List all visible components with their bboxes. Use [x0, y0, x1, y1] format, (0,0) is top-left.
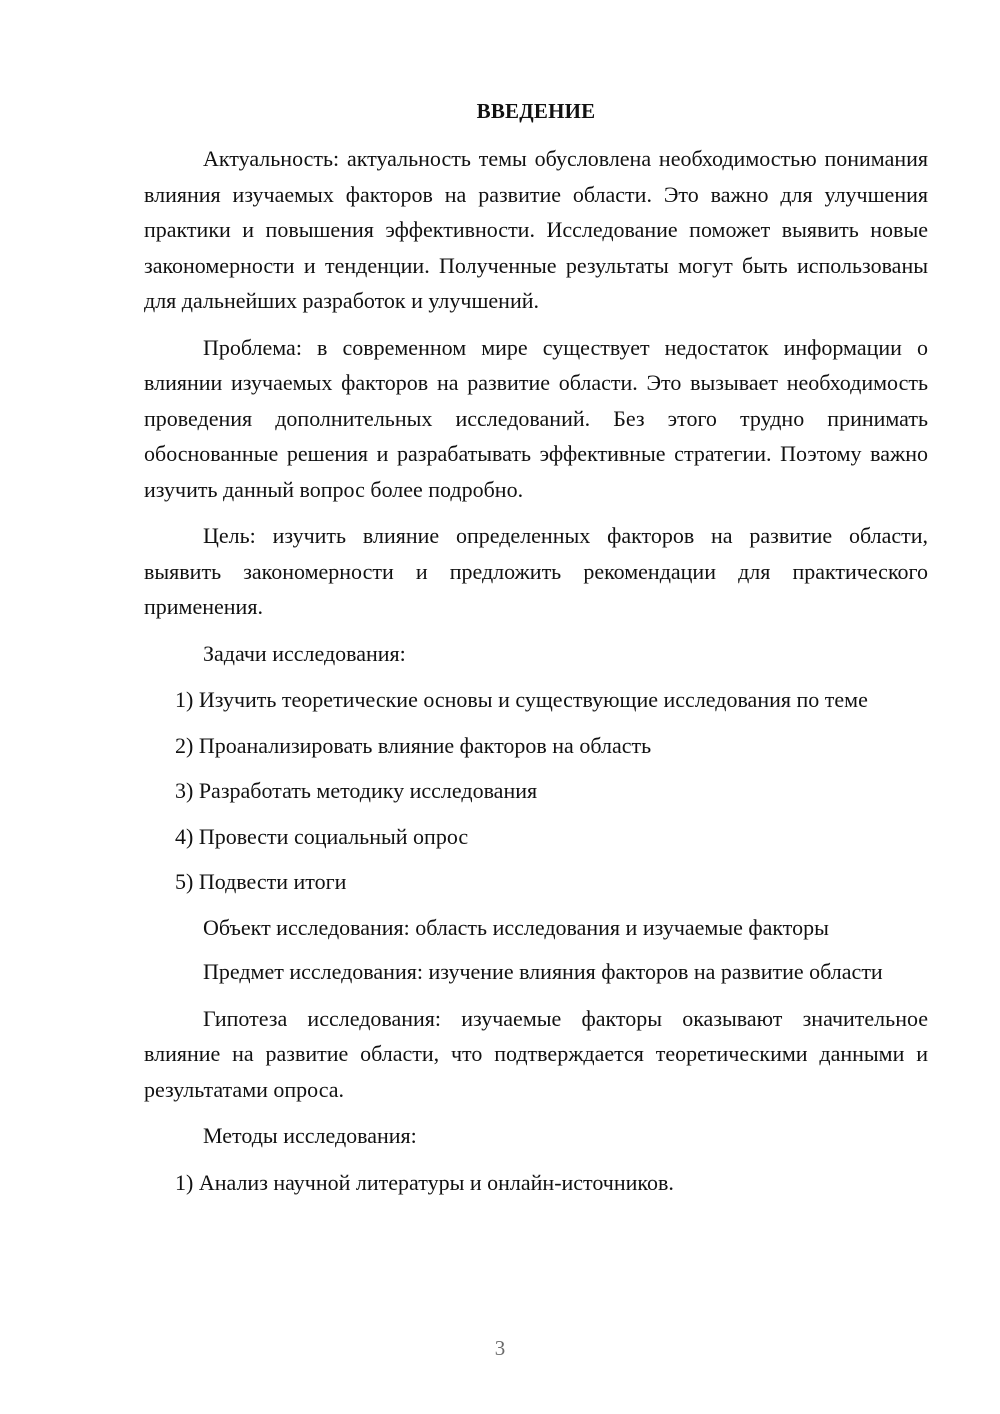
task-item-3: 3) Разработать методику исследования [175, 778, 538, 803]
problem-paragraph: Проблема: в современном мире существует недостаток информации о влиянии изучаемых факторов на развитие области. Это вызывает необходимость проведения дополнительных исследований. Без этого трудно принимать обоснованные решения и разрабатывать эффективные стратегии. Поэтому важно изучить данный вопрос более подробно. [144, 334, 928, 502]
page-number: 3 [494, 1336, 506, 1360]
method-item-1: 1) Анализ научной литературы и онлайн-источников. [175, 1169, 674, 1195]
task-item-1: 1) Изучить теоретические основы и существующие исследования по теме [175, 687, 868, 712]
tasks-heading: Задачи исследования: [203, 640, 406, 666]
task-item-2: 2) Проанализировать влияние факторов на область [175, 732, 652, 758]
goal-paragraph: Цель: изучить влияние определенных факторов на развитие области, выявить закономерности и предложить рекомендации для практического применения. [144, 523, 928, 619]
task-item-5: 5) Подвести итоги [175, 869, 347, 894]
document-body [144, 95, 928, 1210]
methods-heading: Методы исследования: [203, 1123, 417, 1148]
section-title: ВВЕДЕНИЕ [476, 99, 596, 123]
relevance-paragraph: Актуальность: актуальность темы обусловлена необходимостью понимания влияния изучаемых факторов на развитие области. Это важно для улучшения практики и повышения эффективности. Исследование поможет выявить новые закономерности и тенденции. Полученные результаты могут быть использованы для дальнейших разработок и улучшений. [144, 146, 928, 313]
hypothesis-paragraph: Гипотеза исследования: изучаемые факторы оказывают значительное влияние на развитие области, что подтверждается теоретическими данными и результатами опроса. [144, 1005, 928, 1102]
object-paragraph: Объект исследования: область исследования и изучаемые факторы [203, 914, 829, 940]
subject-paragraph: Предмет исследования: изучение влияния факторов на развитие области [203, 959, 883, 984]
task-item-4: 4) Провести социальный опрос [175, 823, 469, 849]
